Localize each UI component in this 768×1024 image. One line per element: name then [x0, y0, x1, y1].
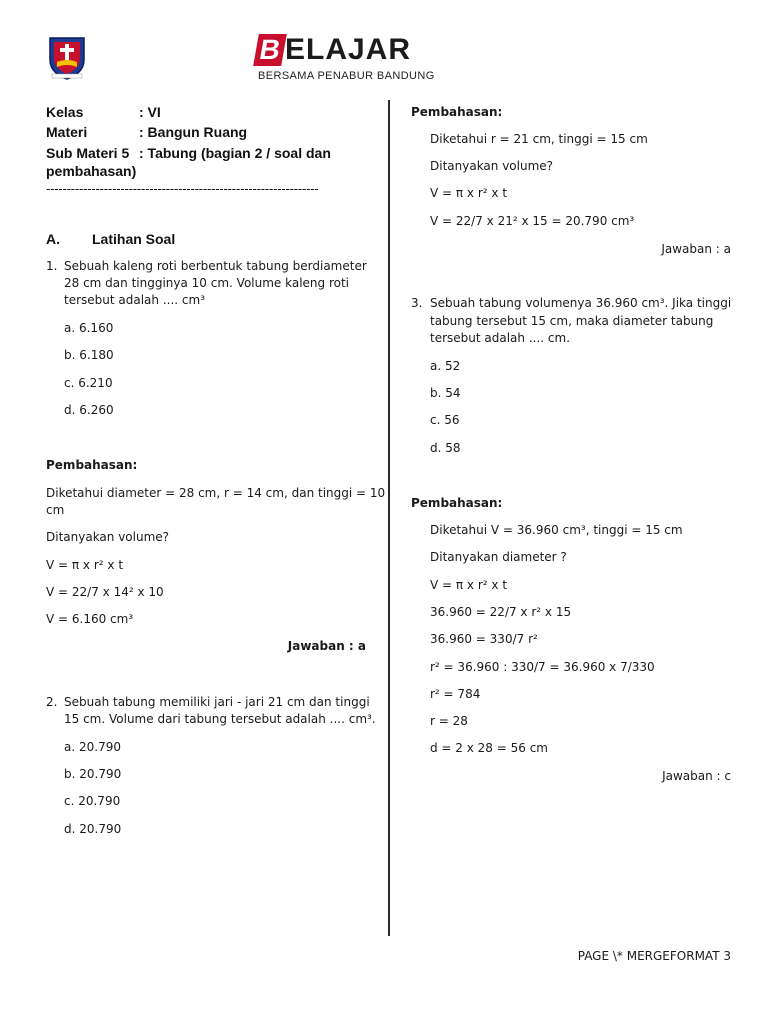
p2-line2: Ditanyakan volume? — [430, 159, 554, 173]
p1-line4: V = 22/7 x 14² x 10 — [46, 585, 164, 599]
q1-text-line3: tersebut adalah .... cm³ — [64, 293, 205, 307]
p2-answer: Jawaban : a — [661, 242, 731, 256]
q3-text-line2: tabung tersebut 15 cm, maka diameter tabung — [430, 314, 714, 328]
p2-heading: Pembahasan: — [411, 105, 503, 119]
q2-text-line2: 15 cm. Volume dari tabung tersebut adalah .... cm³. — [64, 712, 376, 726]
q2-text-line1: Sebuah tabung memiliki jari - jari 21 cm dan tinggi — [64, 695, 370, 709]
brand-wordmark — [256, 32, 411, 68]
q3-number: 3. — [411, 296, 423, 310]
q1-option-c: c. 6.210 — [64, 376, 113, 390]
p3-line7: r² = 784 — [430, 687, 481, 701]
q3-option-b: b. 54 — [430, 386, 461, 400]
p1-answer: Jawaban : a — [287, 639, 366, 653]
q2-option-d: d. 20.790 — [64, 822, 122, 836]
submateri-value: : Tabung (bagian 2 / soal dan — [139, 145, 331, 161]
q3-option-a: a. 52 — [430, 359, 461, 373]
p3-line2: Ditanyakan diameter ? — [430, 550, 567, 564]
p3-line8: r = 28 — [430, 714, 468, 728]
q1-text-line1: Sebuah kaleng roti berbentuk tabung berdiameter — [64, 259, 367, 273]
p1-line5: V = 6.160 cm³ — [46, 612, 134, 626]
kelas-label: Kelas — [46, 104, 84, 120]
p3-line5: 36.960 = 330/7 r² — [430, 632, 538, 646]
q3-text-line1: Sebuah tabung volumenya 36.960 cm³. Jika tinggi — [430, 296, 732, 310]
p3-heading: Pembahasan: — [411, 496, 503, 510]
dashed-rule: ------------------------------------------------------------------ — [46, 181, 319, 196]
p1-line2: Ditanyakan volume? — [46, 530, 170, 544]
q1-text-line2: 28 cm dan tingginya 10 cm. Volume kaleng roti — [64, 276, 350, 290]
q3-option-c: c. 56 — [430, 413, 460, 427]
p2-line3: V = π x r² x t — [430, 186, 508, 200]
q2-option-c: c. 20.790 — [64, 794, 121, 808]
brand-subtitle: BERSAMA PENABUR BANDUNG — [258, 70, 435, 82]
q1-option-d: d. 6.260 — [64, 403, 114, 417]
submateri-continued: pembahasan) — [46, 163, 137, 179]
p3-line1: Diketahui V = 36.960 cm³, tinggi = 15 cm — [430, 523, 683, 537]
q1-option-b: b. 6.180 — [64, 348, 114, 362]
kelas-value: : VI — [139, 104, 161, 120]
p2-line4: V = 22/7 x 21² x 15 = 20.790 cm³ — [430, 214, 635, 228]
q1-number: 1. — [46, 259, 58, 273]
q2-number: 2. — [46, 695, 58, 709]
brand-logo — [256, 32, 446, 82]
p3-line6: r² = 36.960 : 330/7 = 36.960 x 7/330 — [430, 660, 655, 674]
page-footer: PAGE \* MERGEFORMAT 3 — [577, 949, 731, 963]
materi-value: : Bangun Ruang — [139, 124, 248, 140]
p1-heading: Pembahasan: — [46, 458, 138, 472]
section-letter: A. — [46, 231, 60, 247]
p3-line9: d = 2 x 28 = 56 cm — [430, 741, 548, 755]
brand-letter-b: B — [253, 34, 287, 66]
p3-line4: 36.960 = 22/7 x r² x 15 — [430, 605, 572, 619]
q3-option-d: d. 58 — [430, 441, 461, 455]
p1-line1-cont: cm — [46, 503, 65, 517]
p1-line3: V = π x r² x t — [46, 558, 124, 572]
q2-option-a: a. 20.790 — [64, 740, 121, 754]
p2-line1: Diketahui r = 21 cm, tinggi = 15 cm — [430, 132, 648, 146]
section-title: Latihan Soal — [92, 231, 176, 247]
p3-line3: V = π x r² x t — [430, 578, 508, 592]
materi-label: Materi — [46, 124, 88, 140]
q1-option-a: a. 6.160 — [64, 321, 114, 335]
p3-answer: Jawaban : c — [662, 769, 731, 783]
submateri-label: Sub Materi 5 — [46, 145, 130, 161]
p1-line1: Diketahui diameter = 28 cm, r = 14 cm, dan tinggi = 10 — [46, 486, 386, 500]
brand-word-rest: ELAJAR — [285, 33, 412, 66]
school-crest-logo — [46, 34, 88, 82]
crest-icon — [46, 34, 88, 82]
q3-text-line3: tersebut adalah .... cm. — [430, 331, 571, 345]
q2-option-b: b. 20.790 — [64, 767, 122, 781]
column-divider — [388, 100, 390, 936]
